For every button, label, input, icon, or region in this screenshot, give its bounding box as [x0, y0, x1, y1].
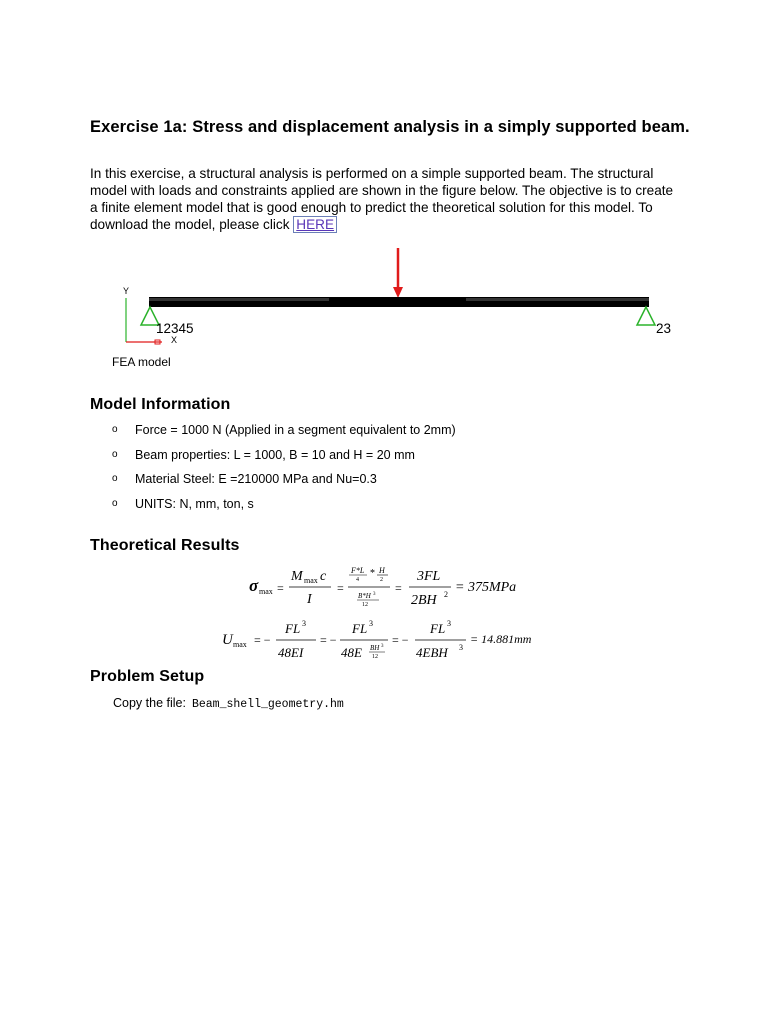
- disp-d2-na: BH: [370, 644, 380, 652]
- theoretical-results-heading: Theoretical Results: [90, 537, 240, 554]
- disp-n3: FL: [430, 621, 446, 636]
- stress-symbol: σ: [249, 576, 259, 595]
- svg-text:= −: = −: [392, 633, 409, 647]
- disp-d3: 4EBH: [416, 645, 448, 660]
- beam-mesh-shade: [466, 298, 649, 301]
- model-information-list: [112, 420, 456, 518]
- copy-file-label: Copy the file:: [113, 696, 186, 710]
- stress-n1c: H: [379, 566, 385, 575]
- svg-text:=: =: [395, 581, 402, 595]
- model-information-heading: Model Information: [90, 396, 231, 413]
- disp-d3-sup: 3: [459, 643, 463, 652]
- problem-setup-heading: Problem Setup: [90, 668, 205, 685]
- disp-d1: 48EI: [278, 645, 304, 660]
- disp-d2-nb: 12: [372, 654, 378, 660]
- intro-text: In this exercise, a structural analysis is performed on a simple supported beam. The structural model with loads and constraints applied are shown in the figure below. The objective is to create a finite element model that is good enough to predict the theoretical solution for this model. To download the model, please click: [90, 166, 674, 232]
- list-item-text: Beam properties: L = 1000, B = 10 and H = 20 mm: [135, 447, 415, 462]
- svg-text:= −: = −: [320, 633, 337, 647]
- download-model-link[interactable]: HERE: [293, 216, 337, 233]
- disp-subscript: max: [233, 640, 247, 649]
- bullet-icon: o: [112, 448, 118, 460]
- bullet-icon: o: [112, 424, 118, 435]
- list-item: [112, 494, 456, 519]
- left-support-label: 12345: [156, 321, 194, 336]
- stress-result: = 375MPa: [455, 580, 517, 595]
- stress-times: *: [370, 568, 375, 579]
- disp-symbol: U: [222, 632, 233, 648]
- disp-n1: FL: [285, 621, 301, 636]
- disp-n1-sup: 3: [302, 619, 306, 628]
- stress-subscript: max: [259, 587, 273, 596]
- stress-m: M: [291, 569, 303, 584]
- stress-d2-sup: 2: [444, 590, 448, 599]
- stress-n1a: F*L: [351, 566, 365, 575]
- page-title: Exercise 1a: Stress and displacement analysis in a simply supported beam.: [90, 118, 690, 136]
- figure-caption: FEA model: [112, 355, 171, 369]
- displacement-formula: [220, 616, 580, 670]
- stress-c: c: [320, 569, 327, 584]
- disp-n3-sup: 3: [447, 619, 451, 628]
- stress-n2: 3FL: [417, 569, 441, 584]
- stress-n1d: 2: [380, 577, 383, 583]
- bullet-icon: o: [112, 497, 118, 509]
- list-item: [112, 469, 456, 494]
- list-item-text: Material Steel: E =210000 MPa and Nu=0.3: [135, 472, 377, 486]
- filename: Beam_shell_geometry.hm: [191, 698, 344, 711]
- beam-mesh-shade: [149, 298, 329, 301]
- stress-i: I: [307, 592, 312, 607]
- stress-d1b: 12: [362, 602, 368, 608]
- intro-paragraph: [90, 165, 680, 233]
- disp-d2: 48E: [341, 645, 362, 660]
- stress-d2: 2BH: [411, 593, 437, 608]
- fea-model-figure: [100, 240, 700, 350]
- disp-result: = 14.881mm: [470, 632, 532, 646]
- stress-m-subscript: max: [304, 576, 318, 585]
- stress-n1b: 4: [356, 577, 359, 583]
- y-axis-label: Y: [123, 286, 130, 296]
- right-support-label: 23: [656, 321, 672, 336]
- bullet-icon: o: [112, 473, 118, 484]
- list-item: [112, 420, 456, 445]
- list-item-text: UNITS: N, mm, ton, s: [135, 496, 254, 511]
- list-item: [112, 445, 456, 470]
- svg-text:=: =: [277, 581, 284, 595]
- list-item-text: Force = 1000 N (Applied in a segment equivalent to 2mm): [135, 423, 456, 437]
- setup-instruction: [113, 696, 344, 711]
- disp-d2-na-sup: 3: [381, 644, 384, 649]
- right-support-icon: [637, 307, 655, 325]
- stress-formula: [245, 560, 575, 612]
- x-axis-label: X: [171, 335, 178, 345]
- load-arrow-head: [393, 287, 403, 298]
- svg-text:= −: = −: [254, 633, 271, 647]
- disp-n2: FL: [352, 621, 368, 636]
- stress-d1a-sup: 3: [373, 592, 376, 597]
- disp-n2-sup: 3: [369, 619, 373, 628]
- svg-text:=: =: [337, 581, 344, 595]
- stress-d1a: B*H: [358, 592, 371, 600]
